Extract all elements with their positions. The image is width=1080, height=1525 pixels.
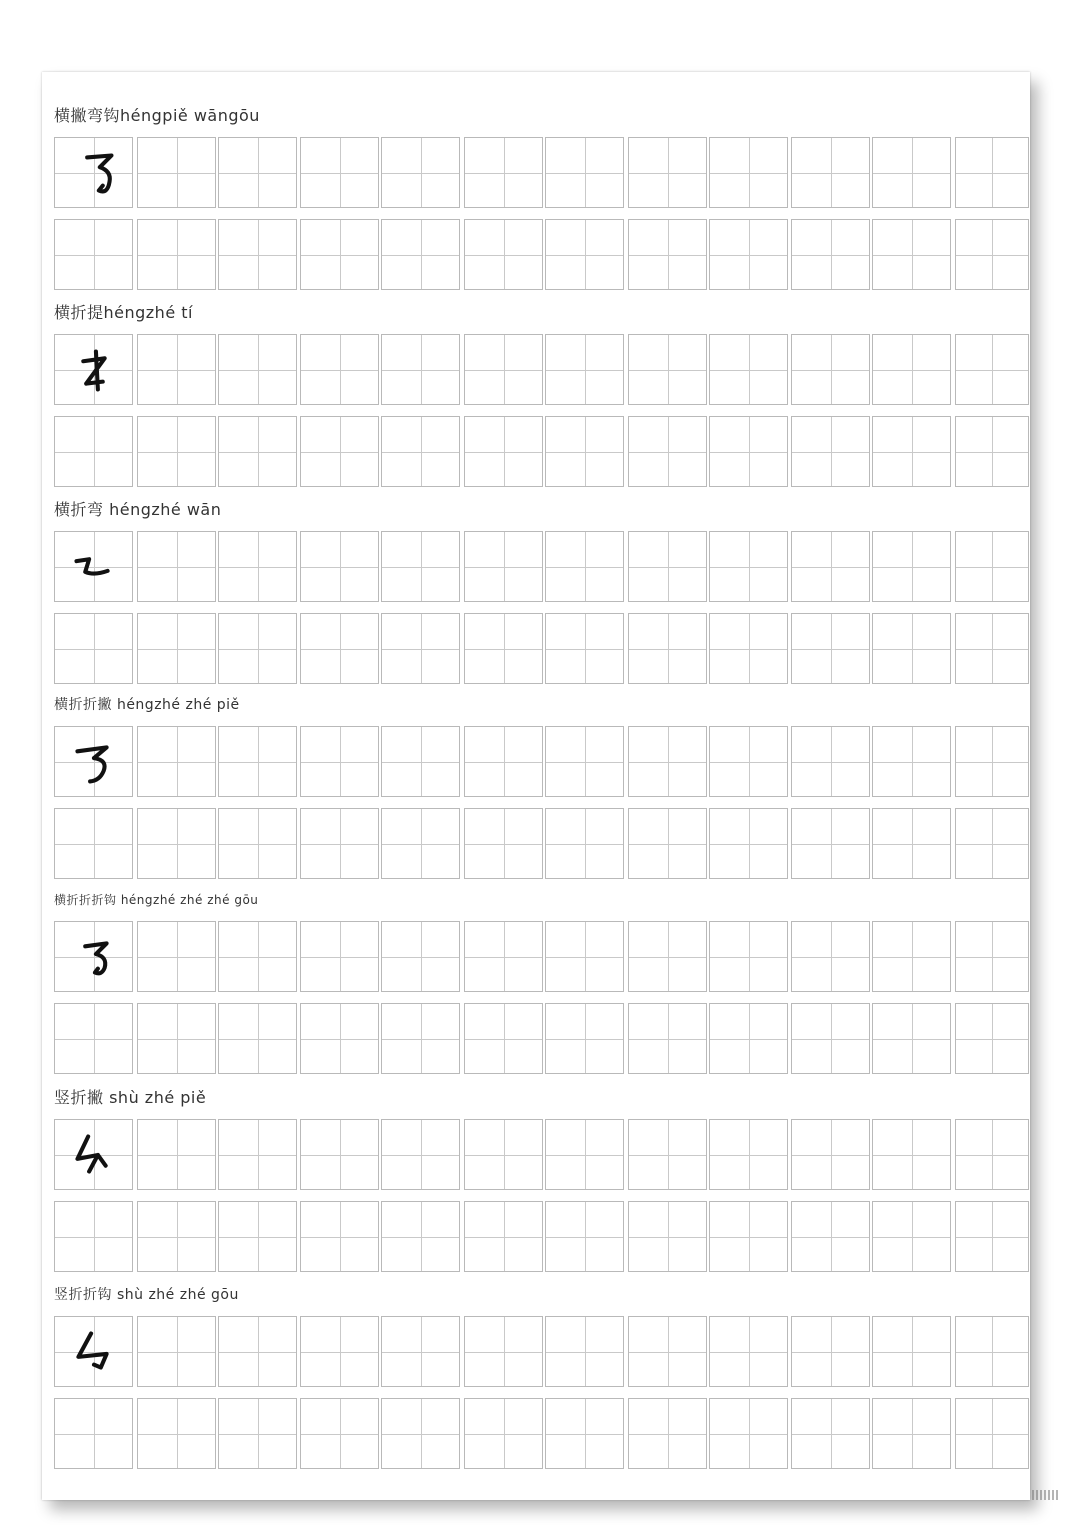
practice-cell[interactable] (709, 1119, 788, 1190)
practice-cell[interactable] (54, 1201, 133, 1272)
practice-cell[interactable] (137, 726, 216, 797)
practice-cell[interactable] (628, 726, 707, 797)
practice-cell[interactable] (791, 1119, 870, 1190)
practice-cell[interactable] (218, 1003, 297, 1074)
practice-cell[interactable] (545, 219, 624, 290)
practice-cell[interactable] (791, 1398, 870, 1469)
practice-cell[interactable] (54, 808, 133, 879)
practice-cell[interactable] (545, 1201, 624, 1272)
practice-cell[interactable] (54, 1398, 133, 1469)
practice-cell[interactable] (300, 137, 379, 208)
practice-cell[interactable] (218, 1201, 297, 1272)
example-cell (54, 137, 133, 208)
stroke-section-title: 横撇弯钩héngpiě wāngōu (54, 106, 260, 125)
practice-cell[interactable] (545, 334, 624, 405)
practice-cell[interactable] (381, 334, 460, 405)
practice-cell[interactable] (464, 137, 543, 208)
example-cell (54, 1119, 133, 1190)
practice-cell[interactable] (545, 1316, 624, 1387)
practice-cell[interactable] (709, 219, 788, 290)
practice-cell[interactable] (300, 613, 379, 684)
stroke-section-title: 横折折撇 héngzhé zhé piě (54, 697, 240, 713)
practice-cell[interactable] (955, 613, 1029, 684)
practice-cell[interactable] (628, 219, 707, 290)
practice-cell[interactable] (709, 726, 788, 797)
practice-cell[interactable] (709, 334, 788, 405)
practice-cell[interactable] (381, 416, 460, 487)
practice-cell[interactable] (545, 137, 624, 208)
shu-zhe-pie-stroke-icon (55, 1120, 132, 1189)
practice-cell[interactable] (872, 921, 951, 992)
practice-cell[interactable] (300, 219, 379, 290)
practice-cell[interactable] (955, 1201, 1029, 1272)
practice-cell[interactable] (300, 1003, 379, 1074)
practice-cell[interactable] (218, 334, 297, 405)
practice-cell[interactable] (381, 1119, 460, 1190)
practice-cell[interactable] (955, 808, 1029, 879)
practice-cell[interactable] (955, 921, 1029, 992)
practice-cell[interactable] (300, 726, 379, 797)
example-cell (54, 1316, 133, 1387)
practice-cell[interactable] (628, 416, 707, 487)
practice-cell[interactable] (218, 1119, 297, 1190)
practice-cell[interactable] (545, 808, 624, 879)
practice-cell[interactable] (955, 1316, 1029, 1387)
practice-cell[interactable] (709, 1398, 788, 1469)
shu-zhe-zhe-gou-stroke-icon (55, 1317, 132, 1386)
practice-cell[interactable] (709, 921, 788, 992)
practice-cell[interactable] (218, 219, 297, 290)
practice-cell[interactable] (218, 1398, 297, 1469)
practice-cell[interactable] (628, 1398, 707, 1469)
practice-cell[interactable] (137, 1119, 216, 1190)
practice-cell[interactable] (955, 1119, 1029, 1190)
practice-cell[interactable] (791, 334, 870, 405)
practice-cell[interactable] (955, 1398, 1029, 1469)
heng-zhe-zhe-pie-stroke-icon (55, 727, 132, 796)
practice-cell[interactable] (464, 219, 543, 290)
example-cell (54, 531, 133, 602)
practice-cell[interactable] (872, 137, 951, 208)
practice-cell[interactable] (628, 808, 707, 879)
practice-cell[interactable] (709, 416, 788, 487)
practice-cell[interactable] (300, 1119, 379, 1190)
practice-cell[interactable] (709, 137, 788, 208)
stroke-section-title: 横折折折钩 héngzhé zhé zhé gōu (54, 893, 259, 907)
practice-cell[interactable] (54, 1003, 133, 1074)
practice-cell[interactable] (218, 1316, 297, 1387)
practice-cell[interactable] (381, 1003, 460, 1074)
practice-cell[interactable] (628, 1316, 707, 1387)
practice-cell[interactable] (218, 808, 297, 879)
practice-cell[interactable] (628, 1201, 707, 1272)
practice-cell[interactable] (545, 1119, 624, 1190)
practice-cell[interactable] (872, 1201, 951, 1272)
practice-cell[interactable] (381, 613, 460, 684)
practice-cell[interactable] (381, 1398, 460, 1469)
practice-cell[interactable] (955, 726, 1029, 797)
practice-cell[interactable] (381, 531, 460, 602)
practice-cell[interactable] (218, 726, 297, 797)
practice-cell[interactable] (955, 334, 1029, 405)
practice-cell[interactable] (300, 1398, 379, 1469)
practice-cell[interactable] (54, 416, 133, 487)
practice-cell[interactable] (545, 613, 624, 684)
practice-cell[interactable] (791, 531, 870, 602)
practice-cell[interactable] (791, 921, 870, 992)
practice-cell[interactable] (464, 1316, 543, 1387)
practice-cell[interactable] (955, 531, 1029, 602)
practice-cell[interactable] (545, 416, 624, 487)
practice-cell[interactable] (955, 137, 1029, 208)
practice-cell[interactable] (628, 1003, 707, 1074)
practice-cell[interactable] (545, 921, 624, 992)
practice-cell[interactable] (300, 334, 379, 405)
practice-cell[interactable] (464, 808, 543, 879)
practice-cell[interactable] (709, 1201, 788, 1272)
practice-cell[interactable] (137, 1398, 216, 1469)
corner-scan-mark (1032, 1490, 1058, 1500)
stroke-section-title: 竖折撇 shù zhé piě (54, 1088, 207, 1107)
practice-cell[interactable] (137, 416, 216, 487)
practice-cell[interactable] (300, 1201, 379, 1272)
practice-cell[interactable] (464, 1119, 543, 1190)
practice-cell[interactable] (137, 808, 216, 879)
practice-cell[interactable] (137, 921, 216, 992)
practice-cell[interactable] (381, 1201, 460, 1272)
practice-cell[interactable] (300, 416, 379, 487)
practice-cell[interactable] (545, 531, 624, 602)
practice-cell[interactable] (464, 1003, 543, 1074)
practice-cell[interactable] (791, 726, 870, 797)
practice-cell[interactable] (709, 613, 788, 684)
practice-cell[interactable] (872, 808, 951, 879)
example-cell (54, 334, 133, 405)
practice-cell[interactable] (464, 1201, 543, 1272)
practice-cell[interactable] (628, 334, 707, 405)
practice-cell[interactable] (300, 921, 379, 992)
practice-cell[interactable] (218, 921, 297, 992)
practice-cell[interactable] (464, 1398, 543, 1469)
practice-cell[interactable] (137, 531, 216, 602)
practice-cell[interactable] (137, 137, 216, 208)
practice-cell[interactable] (709, 1003, 788, 1074)
practice-cell[interactable] (791, 416, 870, 487)
practice-cell[interactable] (300, 808, 379, 879)
practice-cell[interactable] (791, 219, 870, 290)
practice-cell[interactable] (300, 1316, 379, 1387)
practice-cell[interactable] (218, 137, 297, 208)
practice-cell[interactable] (54, 613, 133, 684)
practice-cell[interactable] (872, 1119, 951, 1190)
practice-cell[interactable] (791, 1316, 870, 1387)
practice-cell[interactable] (791, 1003, 870, 1074)
practice-cell[interactable] (872, 1398, 951, 1469)
practice-cell[interactable] (545, 1003, 624, 1074)
practice-cell[interactable] (545, 726, 624, 797)
practice-cell[interactable] (137, 1201, 216, 1272)
practice-cell[interactable] (872, 1316, 951, 1387)
practice-cell[interactable] (464, 334, 543, 405)
practice-cell[interactable] (628, 613, 707, 684)
practice-cell[interactable] (137, 334, 216, 405)
practice-cell[interactable] (381, 808, 460, 879)
practice-cell[interactable] (218, 613, 297, 684)
practice-cell[interactable] (137, 613, 216, 684)
practice-cell[interactable] (137, 1316, 216, 1387)
practice-cell[interactable] (955, 1003, 1029, 1074)
practice-cell[interactable] (872, 219, 951, 290)
practice-cell[interactable] (628, 531, 707, 602)
practice-cell[interactable] (791, 137, 870, 208)
practice-cell[interactable] (381, 1316, 460, 1387)
practice-cell[interactable] (381, 219, 460, 290)
practice-cell[interactable] (709, 1316, 788, 1387)
heng-zhe-ti-stroke-icon (55, 335, 132, 404)
practice-cell[interactable] (300, 531, 379, 602)
practice-cell[interactable] (218, 416, 297, 487)
practice-cell[interactable] (955, 416, 1029, 487)
practice-cell[interactable] (709, 808, 788, 879)
practice-cell[interactable] (381, 921, 460, 992)
practice-cell[interactable] (464, 531, 543, 602)
practice-cell[interactable] (709, 531, 788, 602)
practice-cell[interactable] (872, 416, 951, 487)
practice-cell[interactable] (872, 334, 951, 405)
practice-cell[interactable] (137, 219, 216, 290)
stroke-section-title: 竖折折钩 shù zhé zhé gōu (54, 1287, 239, 1303)
practice-cell[interactable] (872, 726, 951, 797)
practice-cell[interactable] (545, 1398, 624, 1469)
practice-cell[interactable] (218, 531, 297, 602)
stroke-section-title: 横折弯 héngzhé wān (54, 500, 222, 519)
practice-cell[interactable] (381, 726, 460, 797)
practice-cell[interactable] (137, 1003, 216, 1074)
practice-cell[interactable] (791, 613, 870, 684)
heng-zhe-wan-stroke-icon (55, 532, 132, 601)
practice-cell[interactable] (872, 1003, 951, 1074)
example-cell (54, 726, 133, 797)
stroke-section-title: 横折提héngzhé tí (54, 303, 193, 322)
practice-cell[interactable] (955, 219, 1029, 290)
heng-zhe-zhe-zhe-gou-stroke-icon (55, 922, 132, 991)
practice-cell[interactable] (791, 808, 870, 879)
practice-cell[interactable] (628, 137, 707, 208)
practice-cell[interactable] (464, 416, 543, 487)
practice-cell[interactable] (628, 921, 707, 992)
practice-cell[interactable] (872, 531, 951, 602)
worksheet-page (42, 72, 1030, 1500)
example-cell (54, 921, 133, 992)
practice-cell[interactable] (54, 219, 133, 290)
practice-cell[interactable] (872, 613, 951, 684)
heng-pie-wan-gou-stroke-icon (55, 138, 132, 207)
practice-cell[interactable] (464, 726, 543, 797)
practice-cell[interactable] (464, 613, 543, 684)
practice-cell[interactable] (381, 137, 460, 208)
practice-cell[interactable] (628, 1119, 707, 1190)
practice-cell[interactable] (464, 921, 543, 992)
practice-cell[interactable] (791, 1201, 870, 1272)
